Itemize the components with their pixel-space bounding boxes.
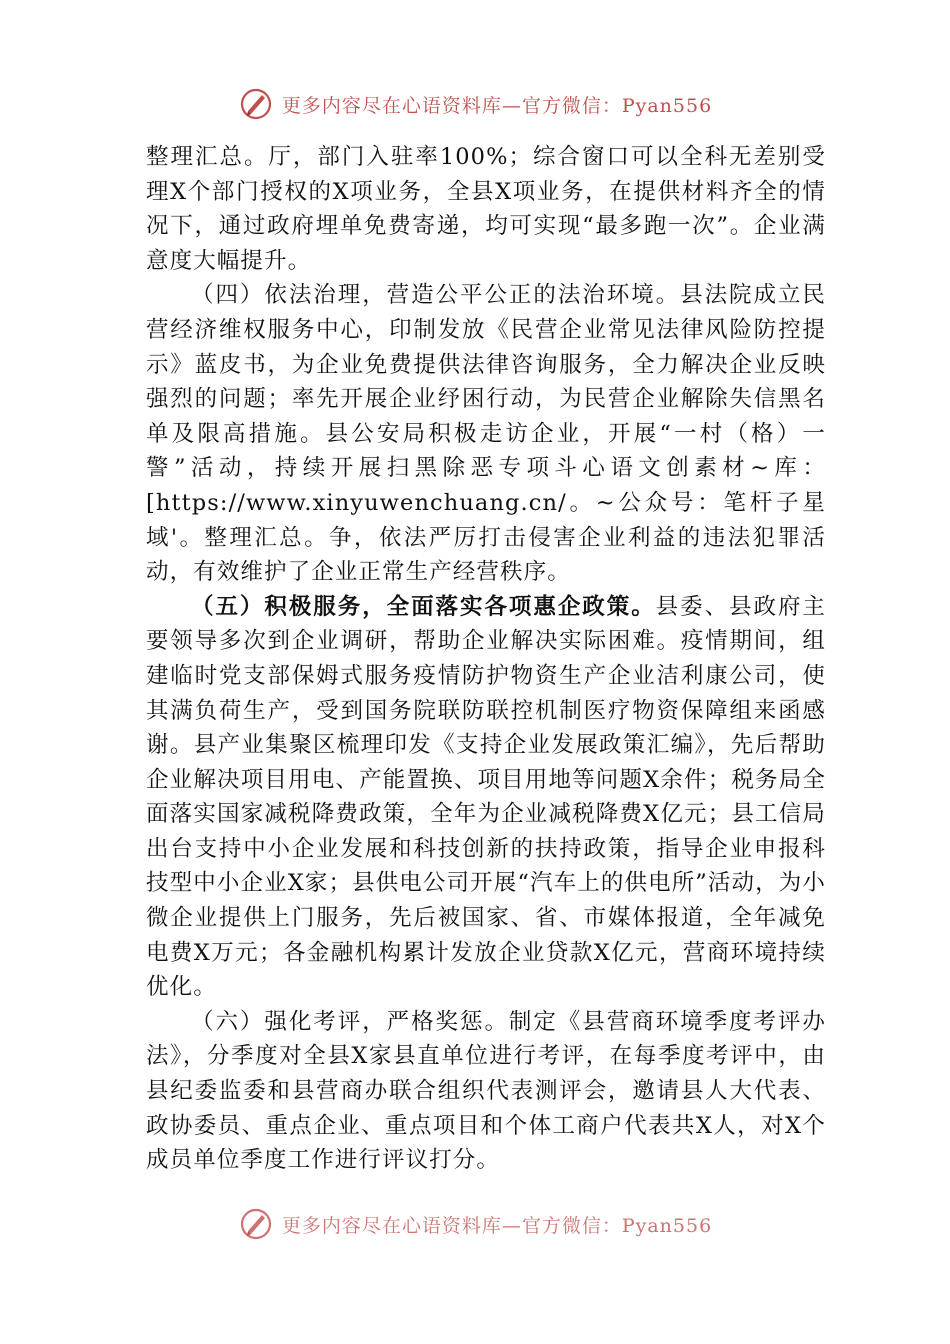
document-body [146, 140, 826, 1178]
pen-logo-icon [238, 1206, 274, 1242]
pen-logo-icon [238, 86, 274, 122]
paragraph-3 [146, 590, 826, 1005]
watermark-banner-top [0, 84, 950, 124]
paragraph-3-text: 县委、县政府主要领导多次到企业调研，帮助企业解决实际困难。疫情期间，组建临时党支部保姆式服务疫情防护物资生产企业洁利康公司，使其满负荷生产，受到国务院联防联控机制医疗物资保障组来函感谢。县产业集聚区梳理印发《支持企业发展政策汇编》，先后帮助企业解决项目用电、产能置换、项目用地等问题X余件；税务局全面落实国家减税降费政策，全年为企业减税降费X亿元；县工信局出台支持中小企业发展和科技创新的扶持政策，指导企业申报科技型中小企业X家；县供电公司开展“汽车上的供电所”活动，为小微企业提供上门服务，先后被国家、省、市媒体报道，全年减免电费X万元；各金融机构累计发放企业贷款X亿元，营商环境持续优化。 [146, 593, 827, 1001]
paragraph-2: （四）依法治理，营造公平公正的法治环境。县法院成立民营经济维权服务中心，印制发放《民营企业常见法律风险防控提示》蓝皮书，为企业免费提供法律咨询服务，全力解决企业反映强烈的问题；率先开展企业纾困行动，为民营企业解除失信黑名单及限高措施。县公安局积极走访企业，开展“一村（格）一警”活动，持续开展扫黑除恶专项斗心语文创素材~库：[https://www.xinyuwenchuang.cn/。~公众号：笔杆子星域'。整理汇总。争，依法严厉打击侵害企业利益的违法犯罪活动，有效维护了企业正常生产经营秩序。 [146, 282, 826, 586]
watermark-text-bottom: 更多内容尽在心语资料库—官方微信：Pyan556 [281, 1214, 713, 1237]
paragraph-3-heading: （五）积极服务，全面落实各项惠企政策。 [191, 593, 656, 620]
watermark-banner-bottom [0, 1204, 950, 1244]
paragraph-1: 整理汇总。厅，部门入驻率100%；综合窗口可以全科无差别受理X个部门授权的X项业务，全县X项业务，在提供材料齐全的情况下，通过政府埋单免费寄递，均可实现“最多跑一次”。企业满意度大幅提升。 [146, 144, 826, 274]
watermark-text-top: 更多内容尽在心语资料库—官方微信：Pyan556 [281, 94, 713, 117]
paragraph-4: （六）强化考评，严格奖惩。制定《县营商环境季度考评办法》，分季度对全县X家县直单位进行考评，在每季度考评中，由县纪委监委和县营商办联合组织代表测评会，邀请县人大代表、政协委员、重点企业、重点项目和个体工商户代表共X人，对X个成员单位季度工作进行评议打分。 [146, 1008, 826, 1174]
